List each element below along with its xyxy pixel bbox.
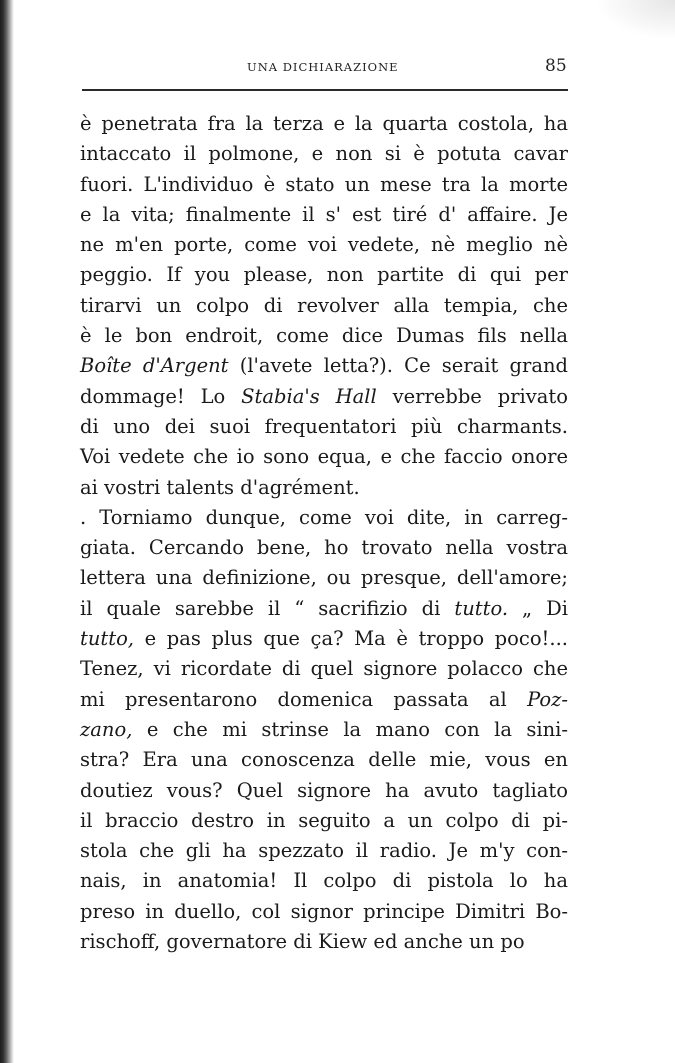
italic-text: Boîte d'Argent <box>80 354 229 378</box>
text-segment: giata. Cercando bene, ho trovato nella vostra <box>80 536 568 560</box>
text-segment: mi presentarono domenica passata al <box>80 687 528 711</box>
text-line <box>80 594 568 624</box>
text-segment: (l'avete letta?). Ce serait grand <box>228 354 569 378</box>
text-line <box>80 412 568 442</box>
text-segment: . Torniamo dunque, come voi dite, in carreg- <box>80 505 568 529</box>
text-line <box>80 927 568 957</box>
text-segment: intaccato il polmone, e non si è potuta cavar <box>80 142 568 166</box>
text-segment: e pas plus que ça? Ma è troppo poco!... <box>134 627 568 651</box>
text-segment: è penetrata fra la terza e la quarta costola, ha <box>80 112 568 135</box>
text-line <box>80 776 568 806</box>
text-segment: Voi vedete che io sono equa, e che faccio onore <box>80 445 568 469</box>
text-line <box>80 260 568 290</box>
text-line <box>80 745 568 775</box>
text-segment: doutiez vous? Quel signore ha avuto tagliato <box>80 778 568 802</box>
italic-text: Poz- <box>527 687 568 711</box>
text-segment: di uno dei suoi frequentatori più charmants. <box>80 414 568 438</box>
text-line <box>80 139 568 169</box>
text-segment: ne m'en porte, come voi vedete, nè meglio nè <box>80 233 568 257</box>
text-segment: peggio. If you please, non partite di qui per <box>80 263 568 287</box>
text-line <box>80 866 568 896</box>
text-line <box>80 836 568 866</box>
text-segment: il quale sarebbe il “ sacrifizio di <box>80 596 455 620</box>
page-corner-shade <box>595 0 675 40</box>
text-segment: lettera una definizione, ou presque, dell'amore; <box>80 566 568 590</box>
text-line <box>80 200 568 230</box>
running-title: UNA DICHIARAZIONE <box>247 60 399 74</box>
text-line <box>80 291 568 321</box>
text-line <box>80 321 568 351</box>
text-segment: „ Di <box>508 596 568 620</box>
text-segment: rischoff, governatore di Kiew ed anche un po <box>80 930 525 954</box>
text-line <box>80 170 568 200</box>
text-segment: ai vostri talents d'agrément. <box>80 475 360 499</box>
text-segment: nais, in anatomia! Il colpo di pistola lo ha <box>80 869 568 893</box>
text-segment: e che mi strinse la mano con la sini- <box>132 717 568 741</box>
italic-text: tutto, <box>80 627 135 651</box>
text-line <box>80 473 568 503</box>
page-number: 85 <box>545 56 567 76</box>
text-line <box>80 351 568 381</box>
text-line <box>80 503 568 533</box>
text-segment: e la vita; finalmente il s' est tiré d' affaire. Je <box>80 202 568 226</box>
text-line <box>80 382 568 412</box>
text-segment: stra? Era una conoscenza delle mie, vous en <box>80 748 568 772</box>
text-line <box>80 533 568 563</box>
italic-text: tutto. <box>454 596 509 620</box>
text-segment: fuori. L'individuo è stato un mese tra la morte <box>80 172 568 196</box>
text-segment: verrebbe privato <box>376 384 568 408</box>
text-segment: dommage! Lo <box>80 384 242 408</box>
text-line <box>80 685 568 715</box>
text-line <box>80 109 568 139</box>
italic-text: Stabia's Hall <box>241 384 377 408</box>
text-segment: tirarvi un colpo di revolver alla tempia, che <box>80 293 568 317</box>
book-spine-shadow <box>0 0 14 1063</box>
text-line <box>80 806 568 836</box>
text-line <box>80 715 568 745</box>
text-line <box>80 897 568 927</box>
header-rule <box>82 89 568 91</box>
text-line <box>80 442 568 472</box>
text-segment: Tenez, vi ricordate di quel signore polacco che <box>80 657 568 681</box>
text-line <box>80 624 568 654</box>
italic-text: zano, <box>80 717 133 741</box>
text-line <box>80 563 568 593</box>
text-segment: il braccio destro in seguito a un colpo di pi- <box>80 808 568 832</box>
text-line <box>80 230 568 260</box>
text-segment: preso in duello, col signor principe Dimitri Bo- <box>80 899 568 923</box>
text-segment: è le bon endroit, come dice Dumas fils nella <box>80 324 568 348</box>
text-line <box>80 654 568 684</box>
body-text <box>80 109 568 957</box>
text-segment: stola che gli ha spezzato il radio. Je m'y con- <box>80 839 568 863</box>
